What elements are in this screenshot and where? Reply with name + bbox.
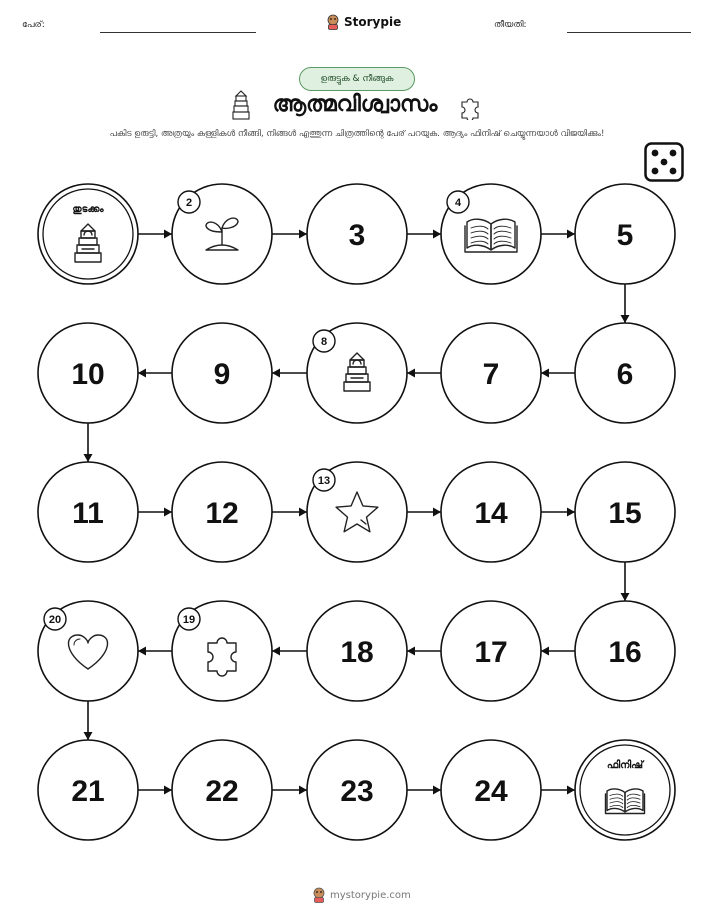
path-arrow bbox=[84, 701, 93, 740]
board-space-15 bbox=[575, 462, 675, 562]
space-number: 15 bbox=[608, 497, 642, 530]
path-arrow bbox=[138, 508, 172, 517]
board-space-16 bbox=[575, 601, 675, 701]
board-space-20 bbox=[38, 601, 138, 701]
space-number: 4 bbox=[454, 197, 462, 209]
space-number-badge bbox=[313, 330, 335, 352]
board-space-finish bbox=[575, 740, 675, 840]
board-space-4 bbox=[441, 184, 541, 284]
board-space-11 bbox=[38, 462, 138, 562]
space-number: 23 bbox=[340, 775, 374, 808]
board-space-start bbox=[38, 184, 138, 284]
name-label: പേര്: bbox=[22, 20, 45, 30]
path-arrow bbox=[138, 230, 172, 239]
storypie-logo-icon bbox=[312, 887, 326, 903]
date-label: തീയതി: bbox=[494, 20, 527, 30]
space-number: 17 bbox=[474, 636, 508, 669]
space-number: 7 bbox=[482, 358, 500, 391]
space-number: 14 bbox=[474, 497, 508, 530]
path-arrow bbox=[272, 230, 307, 239]
space-number: 10 bbox=[71, 358, 105, 391]
path-arrow bbox=[541, 647, 575, 656]
path-arrow bbox=[621, 284, 630, 323]
space-number: 21 bbox=[71, 775, 105, 808]
space-number: 16 bbox=[608, 636, 642, 669]
board-space-22 bbox=[172, 740, 272, 840]
board-space-10 bbox=[38, 323, 138, 423]
page-title: ആത്മവിശ്വാസം bbox=[272, 92, 438, 117]
board-space-21 bbox=[38, 740, 138, 840]
path-arrow bbox=[84, 423, 93, 462]
space-number: 2 bbox=[185, 197, 193, 209]
board-space-7 bbox=[441, 323, 541, 423]
space-number: 9 bbox=[213, 358, 231, 391]
board-space-3 bbox=[307, 184, 407, 284]
space-number: 24 bbox=[474, 775, 508, 808]
board-space-19 bbox=[172, 601, 272, 701]
board-space-12 bbox=[172, 462, 272, 562]
board-space-6 bbox=[575, 323, 675, 423]
space-number: 6 bbox=[616, 358, 634, 391]
board-space-2 bbox=[172, 184, 272, 284]
footer-url: mystorypie.com bbox=[330, 889, 411, 901]
path-arrow bbox=[272, 786, 307, 795]
space-number-badge bbox=[178, 608, 200, 630]
space-number: 11 bbox=[72, 497, 104, 530]
board-space-24 bbox=[441, 740, 541, 840]
board-space-23 bbox=[307, 740, 407, 840]
path-arrow bbox=[541, 369, 575, 378]
space-number: 18 bbox=[340, 636, 374, 669]
board-space-13 bbox=[307, 462, 407, 562]
space-number: 12 bbox=[205, 497, 239, 530]
space-number: 5 bbox=[616, 219, 634, 252]
path-arrow bbox=[621, 562, 630, 601]
space-number-badge bbox=[447, 191, 469, 213]
start-label: തുടക്കം bbox=[72, 204, 104, 215]
board-space-8 bbox=[307, 323, 407, 423]
path-arrow bbox=[138, 786, 172, 795]
board-space-9 bbox=[172, 323, 272, 423]
space-number-badge bbox=[313, 469, 335, 491]
board-space-18 bbox=[307, 601, 407, 701]
space-number-badge bbox=[44, 608, 66, 630]
path-arrow bbox=[407, 369, 441, 378]
path-arrow bbox=[407, 508, 441, 517]
brand-name: Storypie bbox=[344, 15, 402, 29]
space-number: 20 bbox=[48, 614, 62, 626]
finish-label: ഫിനിഷ് bbox=[606, 760, 644, 771]
path-arrow bbox=[407, 230, 441, 239]
space-number: 3 bbox=[348, 219, 366, 252]
path-arrow bbox=[272, 647, 307, 656]
space-number: 22 bbox=[205, 775, 239, 808]
path-arrow bbox=[138, 369, 172, 378]
path-arrow bbox=[407, 786, 441, 795]
board-space-5 bbox=[575, 184, 675, 284]
space-number-badge bbox=[178, 191, 200, 213]
path-arrow bbox=[407, 647, 441, 656]
path-arrow bbox=[272, 508, 307, 517]
path-arrow bbox=[541, 508, 575, 517]
space-number: 13 bbox=[317, 475, 331, 487]
space-number: 19 bbox=[182, 614, 196, 626]
footer bbox=[312, 887, 411, 903]
path-arrow bbox=[138, 647, 172, 656]
activity-badge: ഉരുട്ടുക & നീങ്ങുക bbox=[299, 67, 415, 91]
path-arrow bbox=[541, 230, 575, 239]
board-space-14 bbox=[441, 462, 541, 562]
path-arrow bbox=[272, 369, 307, 378]
space-number: 8 bbox=[320, 336, 328, 348]
instructions: പകിട ഉരുട്ടി, അത്രയും കള്ളികൾ നീങ്ങി, നിങ്ങൾ എത്തുന്ന ചിത്രത്തിന്റെ പേര് പറയുക. ആദ്യം ഫിനിഷ് ചെയ്യുന്നയാൾ വിജയിക്കും! bbox=[109, 129, 605, 139]
path-arrow bbox=[541, 786, 575, 795]
board-space-17 bbox=[441, 601, 541, 701]
